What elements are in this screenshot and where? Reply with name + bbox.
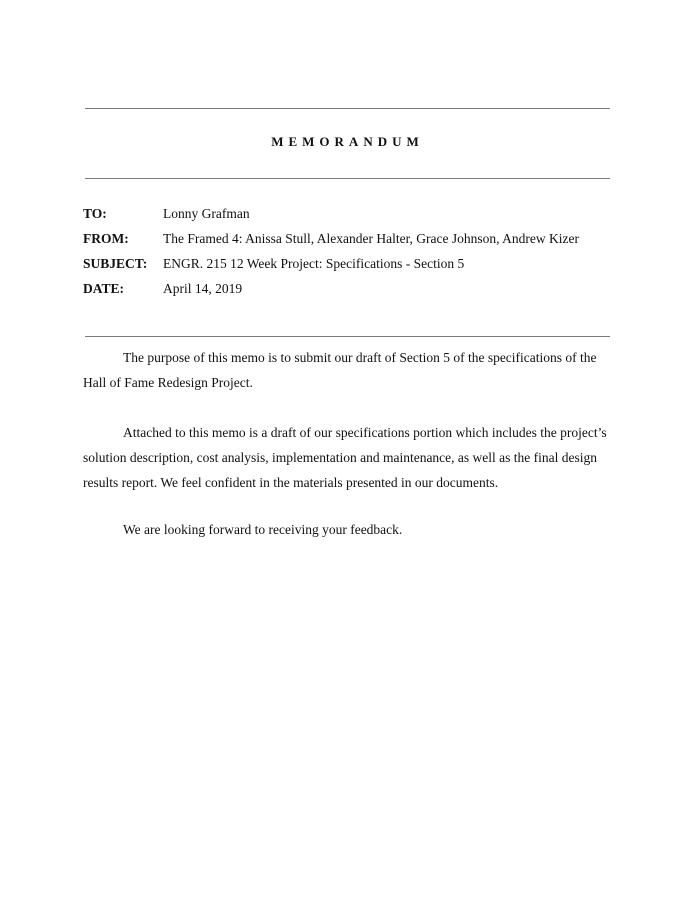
from-label: FROM: <box>83 231 129 246</box>
header-divider <box>85 336 610 337</box>
to-label: TO: <box>83 206 107 221</box>
date-label: DATE: <box>83 281 125 296</box>
subject-label: SUBJECT: <box>83 256 148 271</box>
subject-value: ENGR. 215 12 Week Project: Specifications - Section 5 <box>163 256 465 271</box>
memo-title: MEMORANDUM <box>271 134 424 149</box>
date-row <box>83 280 242 298</box>
to-row <box>83 205 250 223</box>
body-paragraph-feedback: We are looking forward to receiving your feedback. <box>123 522 403 537</box>
to-value: Lonny Grafman <box>163 206 250 221</box>
body-paragraph-purpose: The purpose of this memo is to submit our draft of Section 5 of the specifications of the Hall of Fame Redesign Project. <box>83 350 597 390</box>
title-divider <box>85 178 610 179</box>
date-value: April 14, 2019 <box>163 281 243 296</box>
body-paragraph-attachment: Attached to this memo is a draft of our specifications portion which includes the project’s solution description, cost analysis, implementation and maintenance, as well as the final design results report. We feel confident in the materials presented in our documents. <box>83 425 607 490</box>
top-divider <box>85 108 610 109</box>
from-value: The Framed 4: Anissa Stull, Alexander Halter, Grace Johnson, Andrew Kizer <box>163 231 579 246</box>
from-row <box>83 230 579 248</box>
subject-row <box>83 255 464 273</box>
